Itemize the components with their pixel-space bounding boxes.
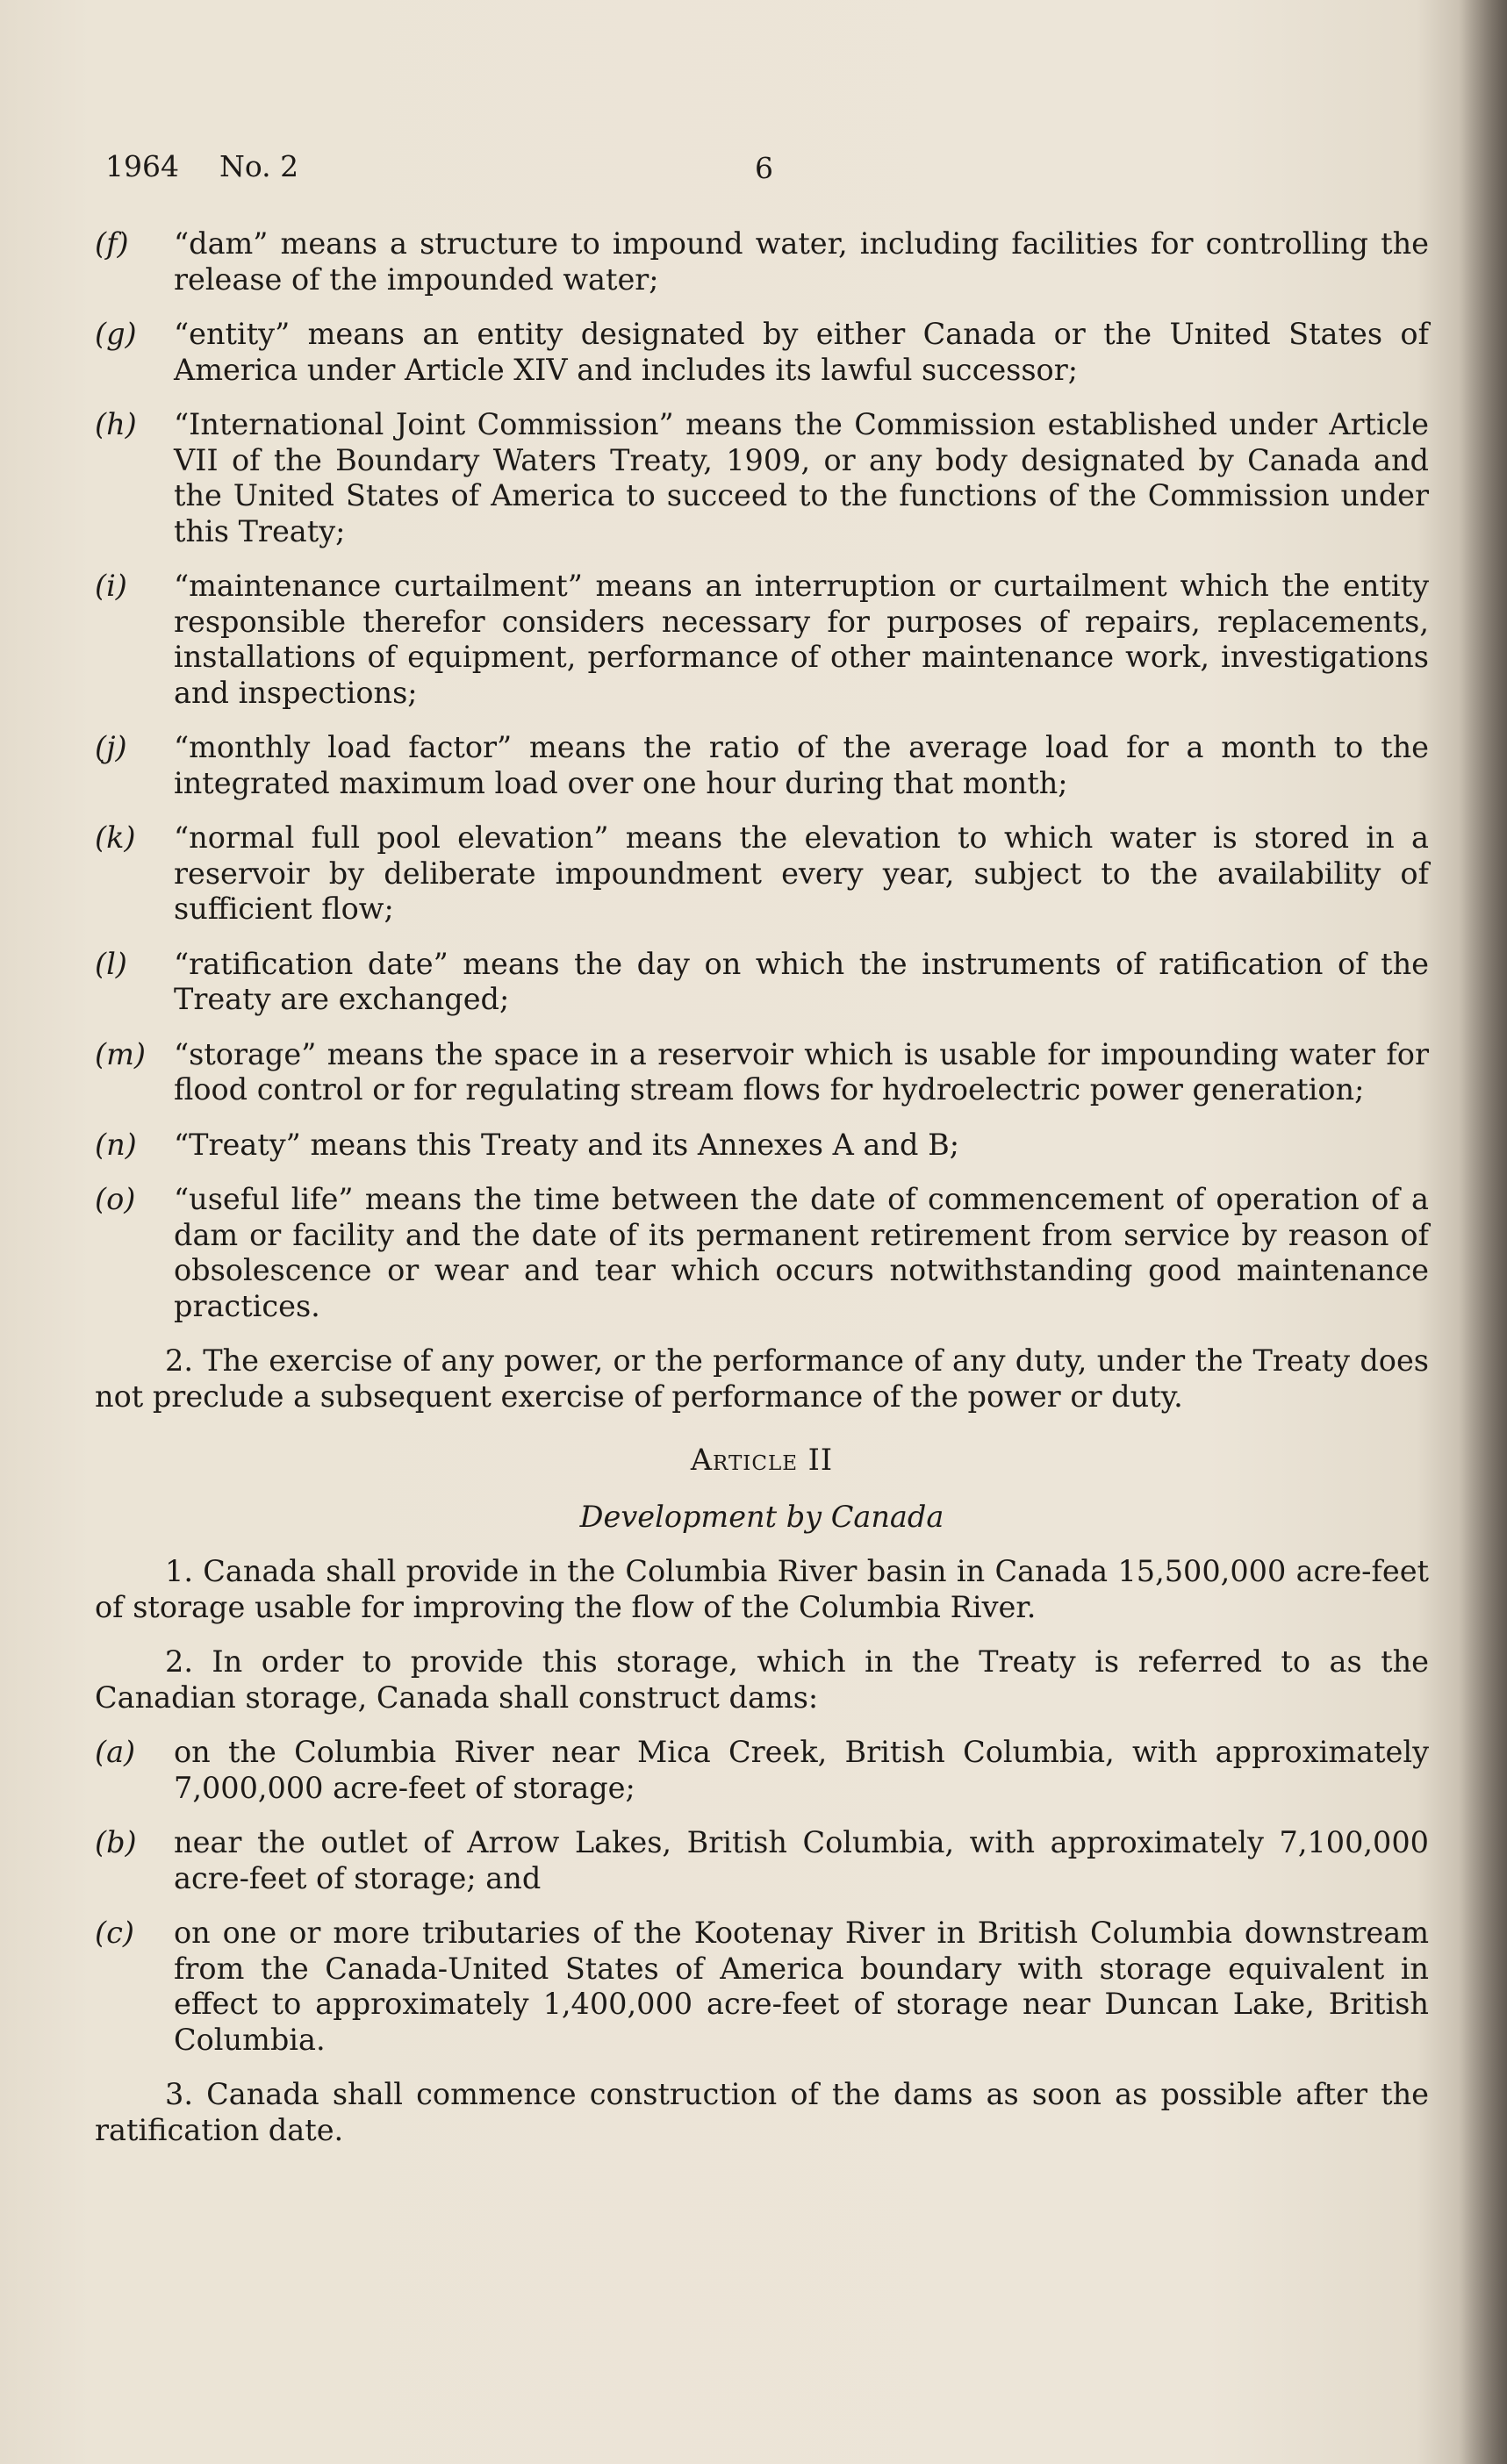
article-title: Article II bbox=[690, 1443, 834, 1477]
page-number: 6 bbox=[755, 151, 773, 185]
definition-item bbox=[95, 569, 1429, 711]
dam-item-text: on one or more tributaries of the Kootenay River in British Columbia downstream from the Canada-United States of America boundary with storage equivalent in effect to approximately 1,400,000 acre-feet of storage near Duncan Lake, British Columbia. bbox=[174, 1916, 1429, 2057]
definition-item bbox=[95, 730, 1429, 801]
dam-item-label: (b) bbox=[95, 1825, 137, 1859]
dam-item bbox=[95, 1825, 1429, 1896]
definition-label: (l) bbox=[95, 946, 127, 981]
article-paragraph-3: 3. Canada shall commence construction of the dams as soon as possible after the ratification date. bbox=[95, 2077, 1429, 2147]
dam-item-label: (a) bbox=[95, 1735, 136, 1769]
definition-text: “dam” means a structure to impound water, including facilities for controlling the release of the impounded water; bbox=[174, 226, 1429, 297]
definition-item bbox=[95, 947, 1429, 1018]
definition-text: “monthly load factor” means the ratio of the average load for a month to the integrated maximum load over one hour during that month; bbox=[174, 730, 1429, 800]
definition-label: (g) bbox=[95, 317, 137, 351]
definition-item bbox=[95, 1128, 1429, 1164]
dam-item-text: on the Columbia River near Mica Creek, British Columbia, with approximately 7,000,000 acre-feet of storage; bbox=[174, 1735, 1429, 1805]
paragraph-2: 2. The exercise of any power, or the performance of any duty, under the Treaty does not preclude a subsequent exercise of performance of the power or duty. bbox=[95, 1343, 1429, 1414]
definition-text: “entity” means an entity designated by either Canada or the United States of America under Article XIV and includes its lawful successor; bbox=[174, 317, 1429, 387]
definition-text: “normal full pool elevation” means the elevation to which water is stored in a reservoir by deliberate impoundment every year, subject to the availability of sufficient flow; bbox=[174, 820, 1429, 926]
definition-item bbox=[95, 820, 1429, 928]
article-subtitle: Development by Canada bbox=[579, 1499, 944, 1534]
header-year: 1964 bbox=[105, 149, 179, 183]
article-paragraph-1: 1. Canada shall provide in the Columbia River basin in Canada 15,500,000 acre-feet of storage usable for improving the flow of the Columbia River. bbox=[95, 1554, 1429, 1624]
definition-label: (j) bbox=[95, 730, 127, 764]
article-paragraph-2: 2. In order to provide this storage, which in the Treaty is referred to as the Canadian storage, Canada shall construct dams: bbox=[95, 1644, 1429, 1715]
definition-label: (i) bbox=[95, 569, 127, 603]
definition-text: “International Joint Commission” means the Commission established under Article VII of the Boundary Waters Treaty, 1909, or any body designated by Canada and the United States of America to succeed to the functions of the Commission under this Treaty; bbox=[174, 407, 1429, 548]
definition-label: (o) bbox=[95, 1182, 136, 1216]
definition-item bbox=[95, 1182, 1429, 1324]
dam-item bbox=[95, 1735, 1429, 1806]
header-number: No. 2 bbox=[219, 149, 299, 183]
definition-label: (n) bbox=[95, 1127, 137, 1162]
definition-text: “maintenance curtailment” means an interruption or curtailment which the entity responsible therefor considers necessary for purposes of repairs, replacements, installations of equipment, performance of other maintenance work, investigations and inspections; bbox=[174, 569, 1429, 710]
document-body bbox=[95, 226, 1429, 2167]
definition-text: “Treaty” means this Treaty and its Annexes A and B; bbox=[174, 1127, 959, 1162]
definition-label: (k) bbox=[95, 820, 136, 855]
definition-item bbox=[95, 407, 1429, 549]
definition-text: “storage” means the space in a reservoir which is usable for impounding water for flood control or for regulating stream flows for hydroelectric power generation; bbox=[174, 1036, 1429, 1107]
dam-item-label: (c) bbox=[95, 1916, 134, 1950]
definition-item bbox=[95, 226, 1429, 297]
definition-text: “useful life” means the time between the date of commencement of operation of a dam or facility and the date of its permanent retirement from service by reason of obsolescence or wear and tear which occurs notwithstanding good maintenance practices. bbox=[174, 1182, 1429, 1323]
definition-item bbox=[95, 317, 1429, 388]
definition-label: (m) bbox=[95, 1036, 146, 1071]
definition-text: “ratification date” means the day on which the instruments of ratification of the Treaty are exchanged; bbox=[174, 946, 1429, 1016]
dam-item bbox=[95, 1916, 1429, 2058]
definition-label: (h) bbox=[95, 407, 137, 441]
page-edge-shadow bbox=[1459, 0, 1507, 2464]
dam-item-text: near the outlet of Arrow Lakes, British Columbia, with approximately 7,100,000 acre-feet of storage; and bbox=[174, 1825, 1429, 1895]
definition-label: (f) bbox=[95, 226, 129, 261]
definition-item bbox=[95, 1037, 1429, 1108]
